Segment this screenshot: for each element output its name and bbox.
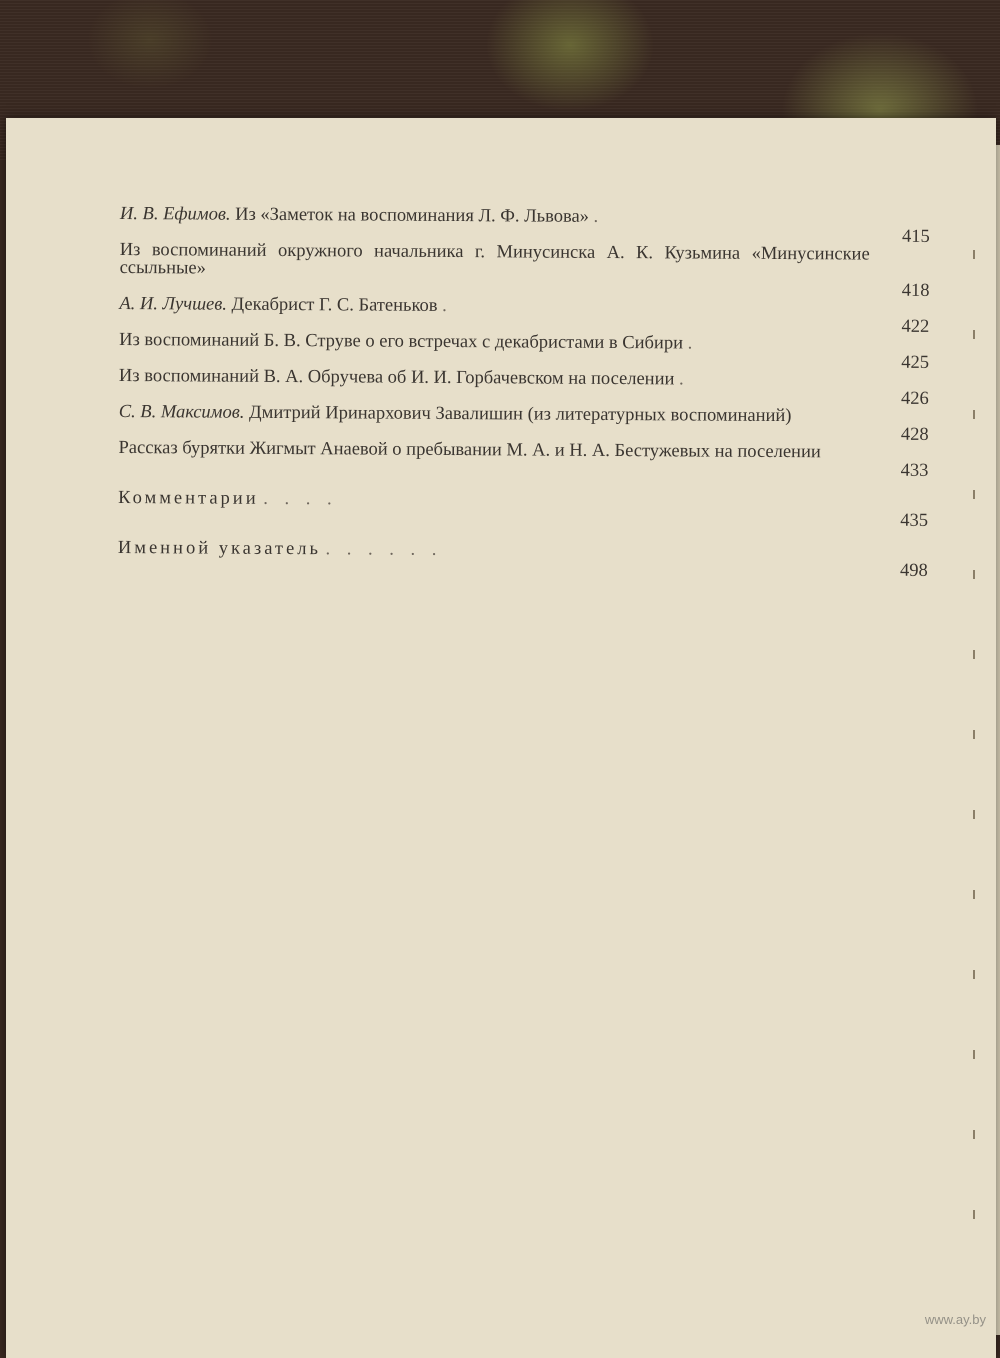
- toc-entry-title: Из воспоминаний Б. В. Струве о его встречах с декабристами в Сибири: [119, 329, 684, 354]
- toc-entry: [118, 439, 928, 480]
- toc-entry-author: А. И. Лучшев.: [119, 293, 228, 315]
- toc-entry-title: Из воспоминаний окружного начальника г. Минусинска А. К. Кузьмина «Минусинские ссыльные»: [119, 239, 870, 279]
- toc-entry-page: 433: [900, 460, 929, 481]
- toc-section-title: Комментарии: [118, 487, 259, 509]
- toc-section-title: Именной указатель: [117, 537, 321, 560]
- binding-stitch: [973, 250, 975, 259]
- toc-entry-page: 415: [902, 226, 930, 247]
- binding-stitch: [973, 330, 975, 339]
- toc-entry-page: 422: [901, 316, 930, 337]
- toc-entry-title: Из «Заметок на воспоминания Л. Ф. Львова»: [230, 204, 590, 227]
- toc-entry-title: Декабрист Г. С. Батеньков: [226, 294, 438, 316]
- toc-entry-title: Рассказ бурятки Жигмыт Анаевой о пребывании М. А. и Н. А. Бестужевых на поселении: [118, 437, 821, 463]
- toc-entry-page: 426: [901, 388, 929, 409]
- toc-entry-page: 428: [900, 424, 929, 445]
- binding-stitch: [973, 570, 975, 579]
- toc-section-page: 435: [900, 510, 929, 531]
- toc-entry: Из воспоминаний Б. В. Струве о его встречах с декабристами в Сибири . 425: [119, 329, 930, 373]
- toc-section-page: 498: [899, 560, 928, 581]
- toc-section: Именной указатель . . . . . . 498: [117, 537, 928, 581]
- toc-entry-page: 418: [901, 280, 930, 301]
- toc-entry: Из воспоминаний В. А. Обручева об И. И. Горбачевском на поселении . 426: [118, 365, 929, 409]
- binding-stitch: [973, 1130, 975, 1139]
- binding-stitch: [973, 970, 975, 979]
- toc-entry-title: Из воспоминаний В. А. Обручева об И. И. Горбачевском на поселении: [118, 365, 675, 390]
- toc-entry: [119, 241, 929, 300]
- binding-stitch: [973, 410, 975, 419]
- binding-stitch: [973, 1210, 975, 1219]
- binding-stitch: [973, 650, 975, 659]
- binding-stitch: [973, 890, 975, 899]
- binding-stitch: [973, 1050, 975, 1059]
- binding-stitch: [973, 810, 975, 819]
- toc-entry: И. В. Ефимов. Из «Заметок на воспоминания Л. Ф. Львова» . 415: [119, 204, 930, 247]
- toc-entry-page: 425: [901, 352, 930, 373]
- toc-entry-title: Дмитрий Иринархович Завалишин (из литературных воспоминаний): [244, 402, 792, 427]
- toc-entry-author: С. В. Максимов.: [118, 401, 245, 423]
- toc-section: Комментарии . . . . 435: [118, 487, 929, 531]
- watermark: www.ay.by: [924, 1312, 986, 1327]
- table-of-contents: [118, 205, 930, 580]
- binding-stitch: [973, 730, 975, 739]
- binding-stitch: [973, 490, 975, 499]
- toc-entry-author: И. В. Ефимов.: [119, 204, 231, 225]
- toc-entry: А. И. Лучшев. Декабрист Г. С. Батеньков . 422: [119, 293, 930, 337]
